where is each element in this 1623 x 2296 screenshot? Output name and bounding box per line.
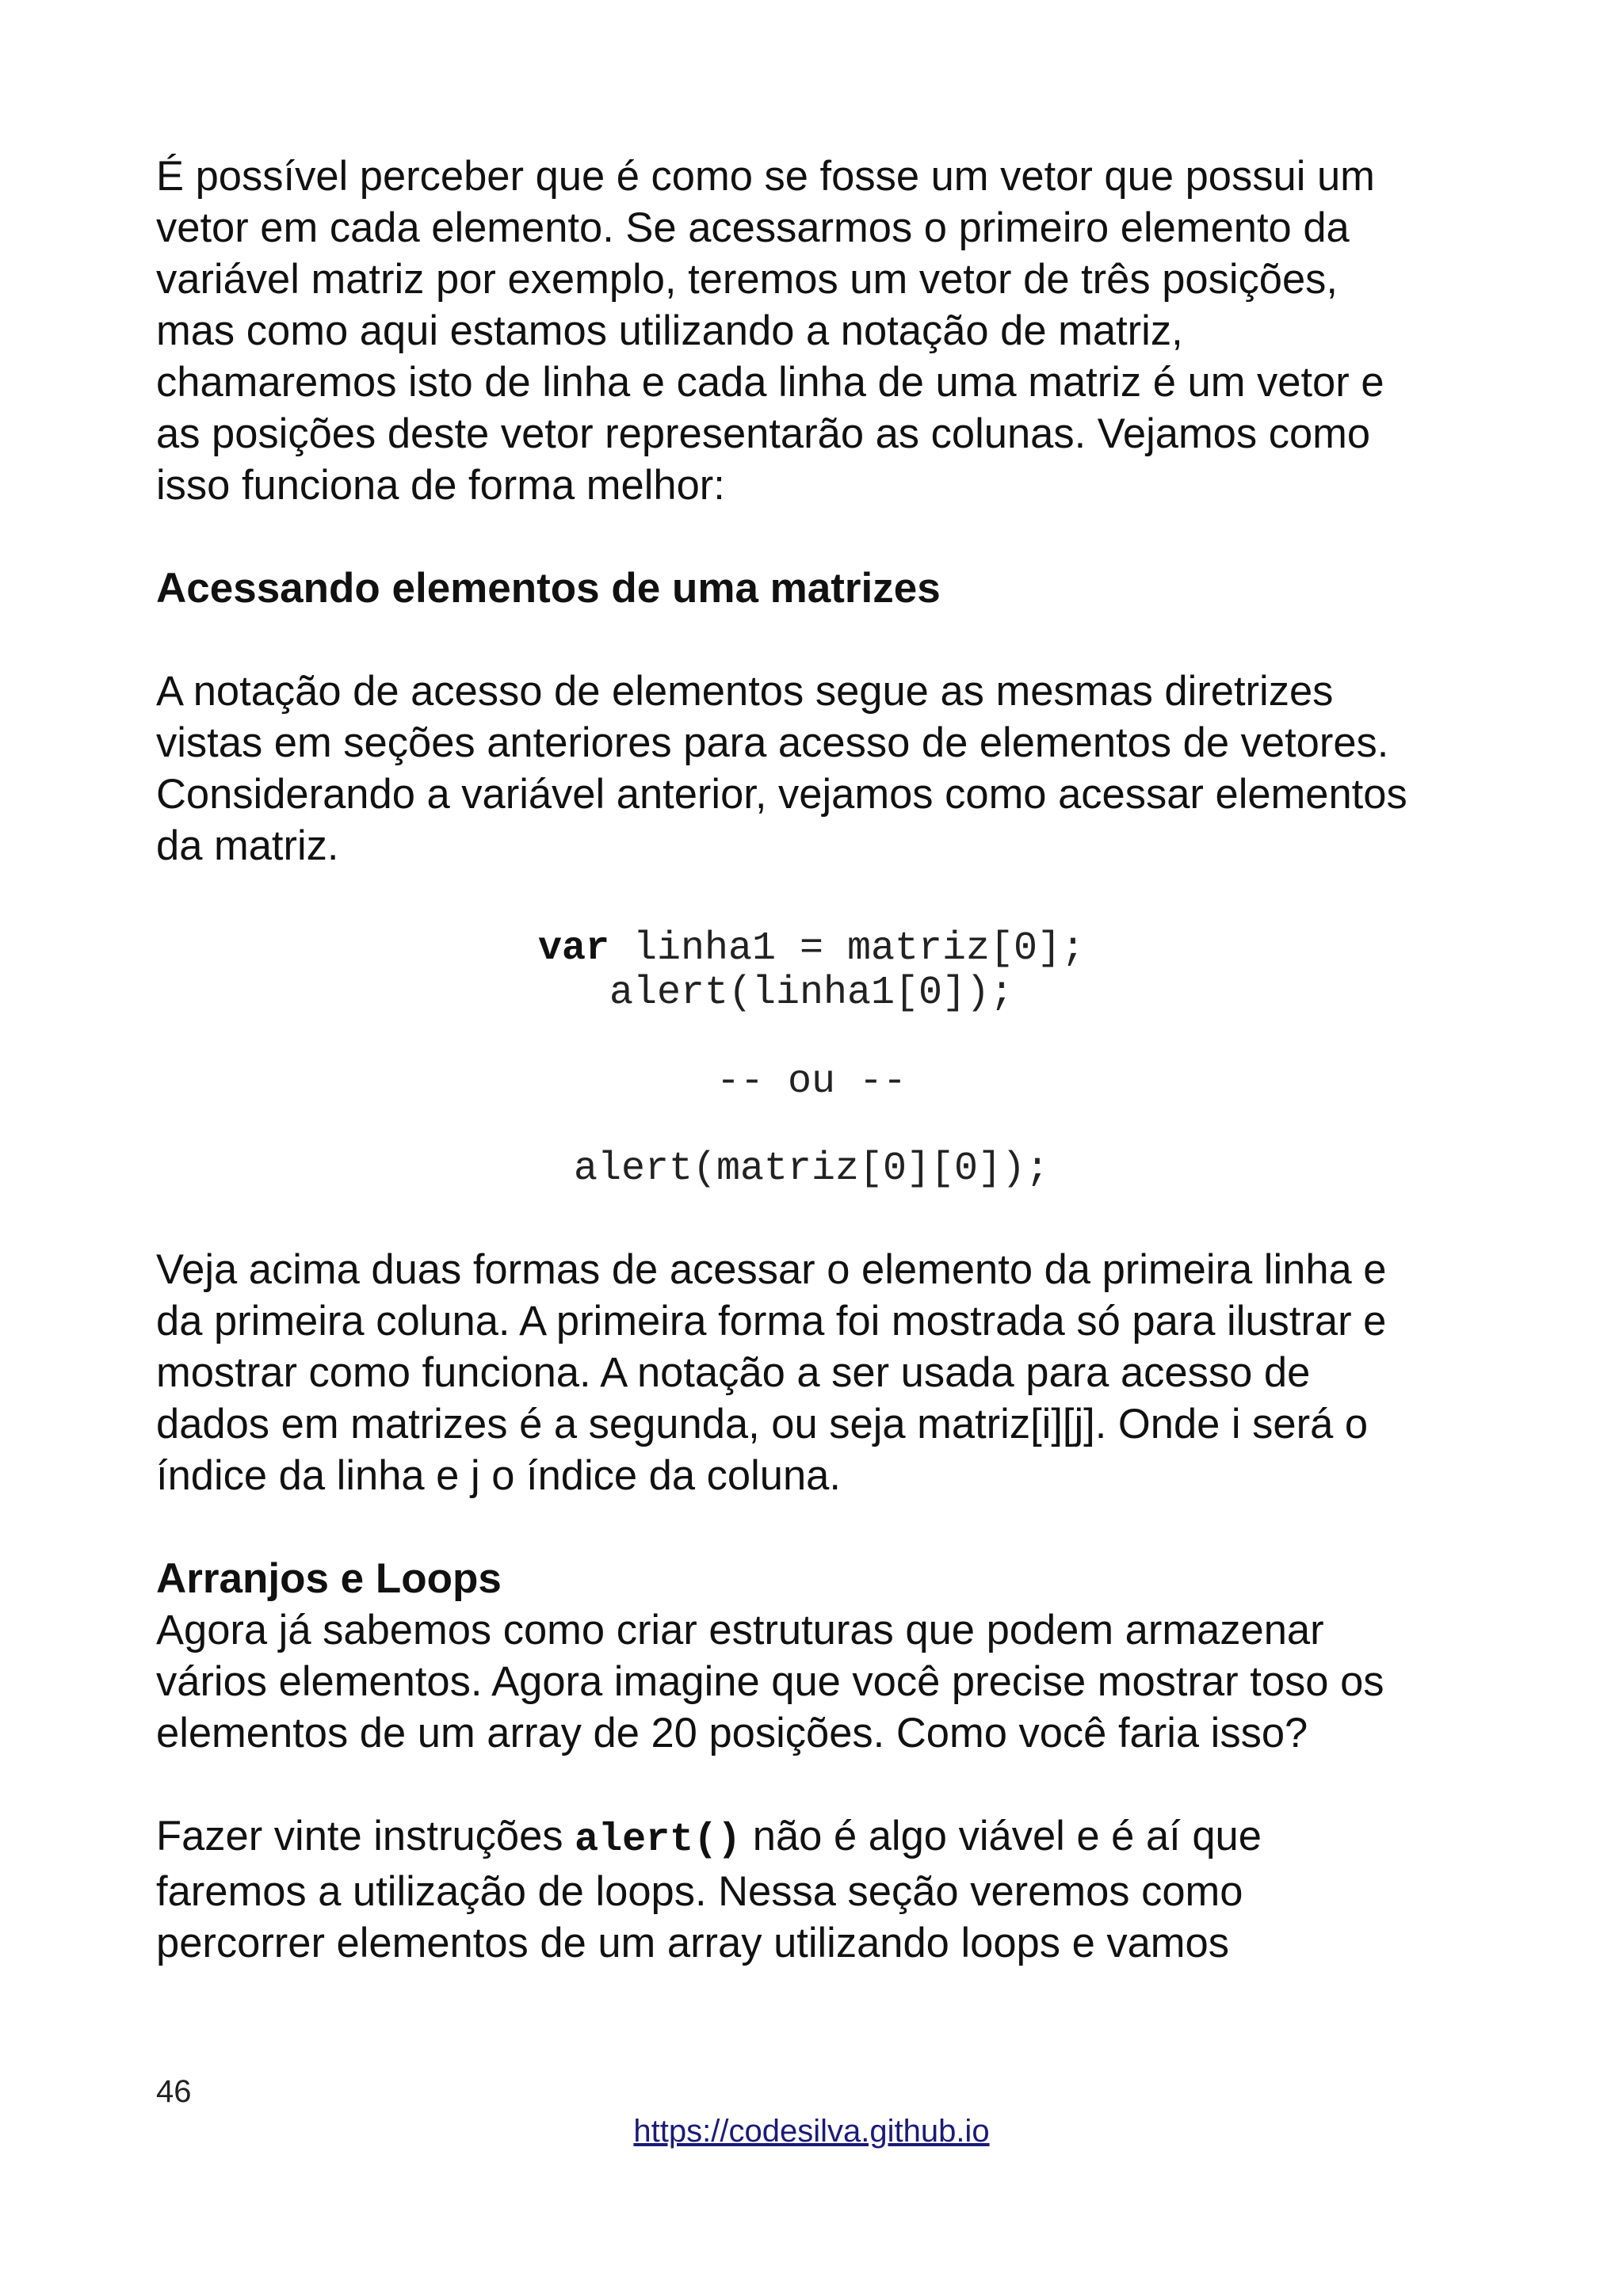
code-example-line3: alert(matriz[0][0]); — [573, 1146, 1050, 1192]
text-line: vistas em seções anteriores para acesso de elementos de vetores. — [156, 719, 1389, 766]
text-line: isso funciona de forma melhor: — [156, 462, 725, 509]
paragraph-loops-usage — [156, 1810, 1487, 1969]
page-number: 46 — [156, 2074, 192, 2109]
text-line: elementos de um array de 20 posições. Como você faria isso? — [156, 1710, 1308, 1756]
text-line: faremos a utilização de loops. Nessa seção veremos como — [156, 1868, 1243, 1915]
spacer — [156, 614, 1487, 666]
text-line: A notação de acesso de elementos segue as mesmas diretrizes — [156, 668, 1334, 715]
paragraph-loops-intro — [156, 1604, 1487, 1759]
footer — [0, 2112, 1623, 2150]
text-line: variável matriz por exemplo, teremos um vetor de três posições, — [156, 256, 1338, 303]
spacer — [156, 1501, 1487, 1553]
text-line: Agora já sabemos como criar estruturas que podem armazenar — [156, 1607, 1324, 1653]
text-line: índice da linha e j o índice da coluna. — [156, 1452, 841, 1499]
text-line: da matriz. — [156, 822, 339, 869]
inline-code-alert: alert() — [575, 1817, 742, 1863]
text-line: mas como aqui estamos utilizando a notação de matriz, — [156, 307, 1183, 354]
text-line: dados em matrizes é a segunda, ou seja matriz[i][j]. Onde i será o — [156, 1401, 1369, 1447]
text-line: chamaremos isto de linha e cada linha de uma matriz é um vetor e — [156, 359, 1384, 406]
text-line: Veja acima duas formas de acessar o elemento da primeira linha e — [156, 1246, 1387, 1293]
paragraph-matrix-intro — [156, 151, 1487, 511]
code-separator: -- ou -- — [716, 1059, 907, 1104]
spacer — [156, 511, 1487, 563]
page-content — [156, 151, 1487, 871]
text-line: Considerando a variável anterior, vejamos como acessar elementos — [156, 771, 1407, 818]
page-content-lower — [156, 1244, 1487, 1969]
spacer — [156, 1759, 1487, 1810]
paragraph-access-explanation — [156, 1244, 1487, 1501]
section-heading-accessing-elements: Acessando elementos de uma matrizes — [156, 565, 941, 612]
code-example-line2: alert(linha1[0]); — [609, 971, 1014, 1016]
text-fragment: Fazer vinte instruções — [156, 1813, 575, 1859]
text-line: da primeira coluna. A primeira forma foi mostrada só para ilustrar e — [156, 1298, 1387, 1344]
paragraph-access-notation — [156, 666, 1487, 871]
footer-link[interactable]: https://codesilva.github.io — [633, 2114, 990, 2149]
text-line: as posições deste vetor representarão as colunas. Vejamos como — [156, 410, 1371, 457]
text-line: vários elementos. Agora imagine que você precise mostrar toso os — [156, 1658, 1384, 1705]
code-text: linha1 = matriz[0]; — [609, 926, 1086, 971]
text-line: É possível perceber que é como se fosse um vetor que possui um — [156, 153, 1375, 200]
text-fragment: não é algo viável e é aí que — [741, 1813, 1262, 1859]
text-line: percorrer elementos de um array utilizando loops e vamos — [156, 1920, 1229, 1966]
section-heading-arrays-loops: Arranjos e Loops — [156, 1555, 502, 1602]
text-line: mostrar como funciona. A notação a ser usada para acesso de — [156, 1349, 1311, 1396]
code-keyword: var — [537, 926, 609, 971]
code-example-line1 — [0, 927, 1623, 971]
text-line: vetor em cada elemento. Se acessarmos o primeiro elemento da — [156, 204, 1350, 251]
text-line — [156, 1810, 1487, 1866]
